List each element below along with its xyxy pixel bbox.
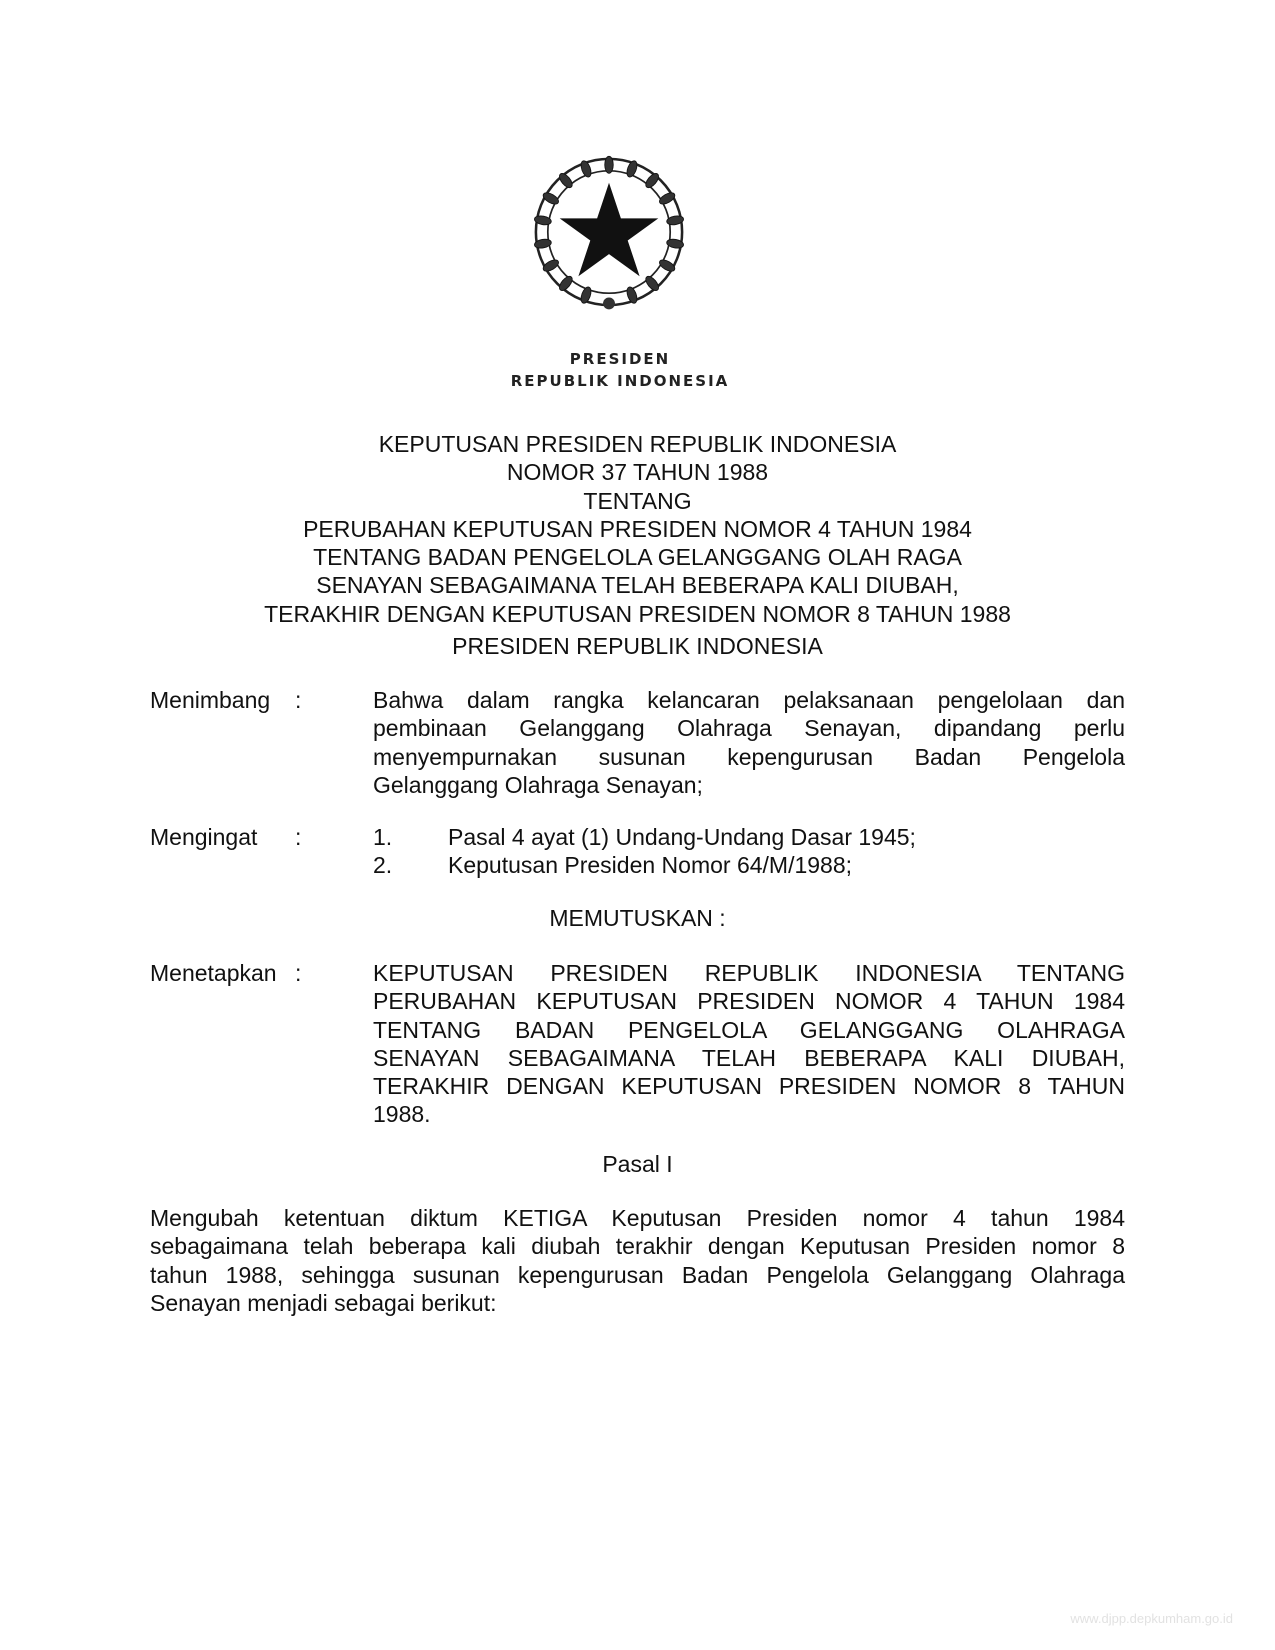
- menetapkan-line: TERAKHIR DENGAN KEPUTUSAN PRESIDEN NOMOR 8 TAHUN: [373, 1073, 1125, 1100]
- title-line: PERUBAHAN KEPUTUSAN PRESIDEN NOMOR 4 TAHUN 1984: [303, 515, 972, 542]
- pasal-line: tahun 1988, sehingga susunan kepengurusan Badan Pengelola Gelanggang Olahraga: [150, 1261, 1125, 1288]
- title-line: SENAYAN SEBAGAIMANA TELAH BEBERAPA KALI DIUBAH,: [316, 572, 959, 599]
- menetapkan-label: Menetapkan: [150, 960, 277, 986]
- footer-url: www.djpp.depkumham.go.id: [1070, 1611, 1233, 1626]
- emblem-caption-line2: REPUBLIK INDONESIA: [510, 372, 730, 390]
- presidential-emblem: [494, 142, 724, 322]
- pasal-body: [150, 1204, 1125, 1317]
- item-text: Keputusan Presiden Nomor 64/M/1988;: [448, 852, 853, 879]
- menetapkan-line: KEPUTUSAN PRESIDEN REPUBLIK INDONESIA TENTANG: [373, 960, 1125, 986]
- mengingat-section: [150, 823, 1125, 881]
- menimbang-label: Menimbang: [150, 687, 271, 713]
- menimbang-line: Gelanggang Olahraga Senayan;: [373, 771, 703, 798]
- emblem-caption: [470, 348, 770, 392]
- list-item: [373, 823, 1125, 851]
- title-line: TENTANG: [583, 487, 692, 514]
- menetapkan-line: SENAYAN SEBAGAIMANA TELAH BEBERAPA KALI DIUBAH,: [373, 1044, 1125, 1071]
- item-text: Pasal 4 ayat (1) Undang-Undang Dasar 1945;: [448, 824, 916, 850]
- menetapkan-line: TENTANG BADAN PENGELOLA GELANGGANG OLAHRAGA: [373, 1016, 1125, 1043]
- menimbang-line: menyempurnakan susunan kepengurusan Badan Pengelola: [373, 743, 1125, 770]
- menimbang-line: Bahwa dalam rangka kelancaran pelaksanaan pengelolaan dan: [373, 687, 1125, 713]
- pasal-heading: Pasal I: [602, 1151, 673, 1177]
- title-line: KEPUTUSAN PRESIDEN REPUBLIK INDONESIA: [378, 431, 897, 457]
- memutuskan-heading: MEMUTUSKAN :: [549, 905, 726, 931]
- item-number: 2.: [373, 852, 393, 879]
- menetapkan-content: [373, 959, 1125, 1129]
- mengingat-list: [373, 823, 1125, 880]
- issuer-heading: PRESIDEN REPUBLIK INDONESIA: [452, 633, 823, 659]
- pasal-line: sebagaimana telah beberapa kali diubah terakhir dengan Keputusan Presiden nomor 8: [150, 1233, 1125, 1260]
- emblem-caption-line1: PRESIDEN: [569, 350, 671, 368]
- menetapkan-colon: :: [295, 960, 302, 986]
- menimbang-content: [373, 686, 1125, 799]
- pasal-line: Senayan menjadi sebagai berikut:: [150, 1289, 497, 1316]
- mengingat-colon: :: [295, 824, 302, 850]
- menetapkan-line: 1988.: [373, 1101, 431, 1128]
- list-item: [373, 851, 1125, 879]
- menimbang-section: [150, 686, 1125, 801]
- title-line: TENTANG BADAN PENGELOLA GELANGGANG OLAH RAGA: [313, 544, 962, 571]
- title-line: TERAKHIR DENGAN KEPUTUSAN PRESIDEN NOMOR 8 TAHUN 1988: [264, 600, 1011, 627]
- pasal-line: Mengubah ketentuan diktum KETIGA Keputusan Presiden nomor 4 tahun 1984: [150, 1205, 1125, 1231]
- star-wreath-icon: [524, 147, 694, 317]
- menetapkan-line: PERUBAHAN KEPUTUSAN PRESIDEN NOMOR 4 TAHUN 1984: [373, 988, 1125, 1015]
- item-number: 1.: [373, 824, 393, 850]
- menimbang-colon: :: [295, 687, 302, 713]
- title-line: NOMOR 37 TAHUN 1988: [506, 459, 769, 486]
- menetapkan-section: [150, 959, 1125, 1131]
- decree-title: [150, 430, 1125, 628]
- mengingat-label: Mengingat: [150, 824, 258, 850]
- menimbang-line: pembinaan Gelanggang Olahraga Senayan, dipandang perlu: [373, 715, 1125, 742]
